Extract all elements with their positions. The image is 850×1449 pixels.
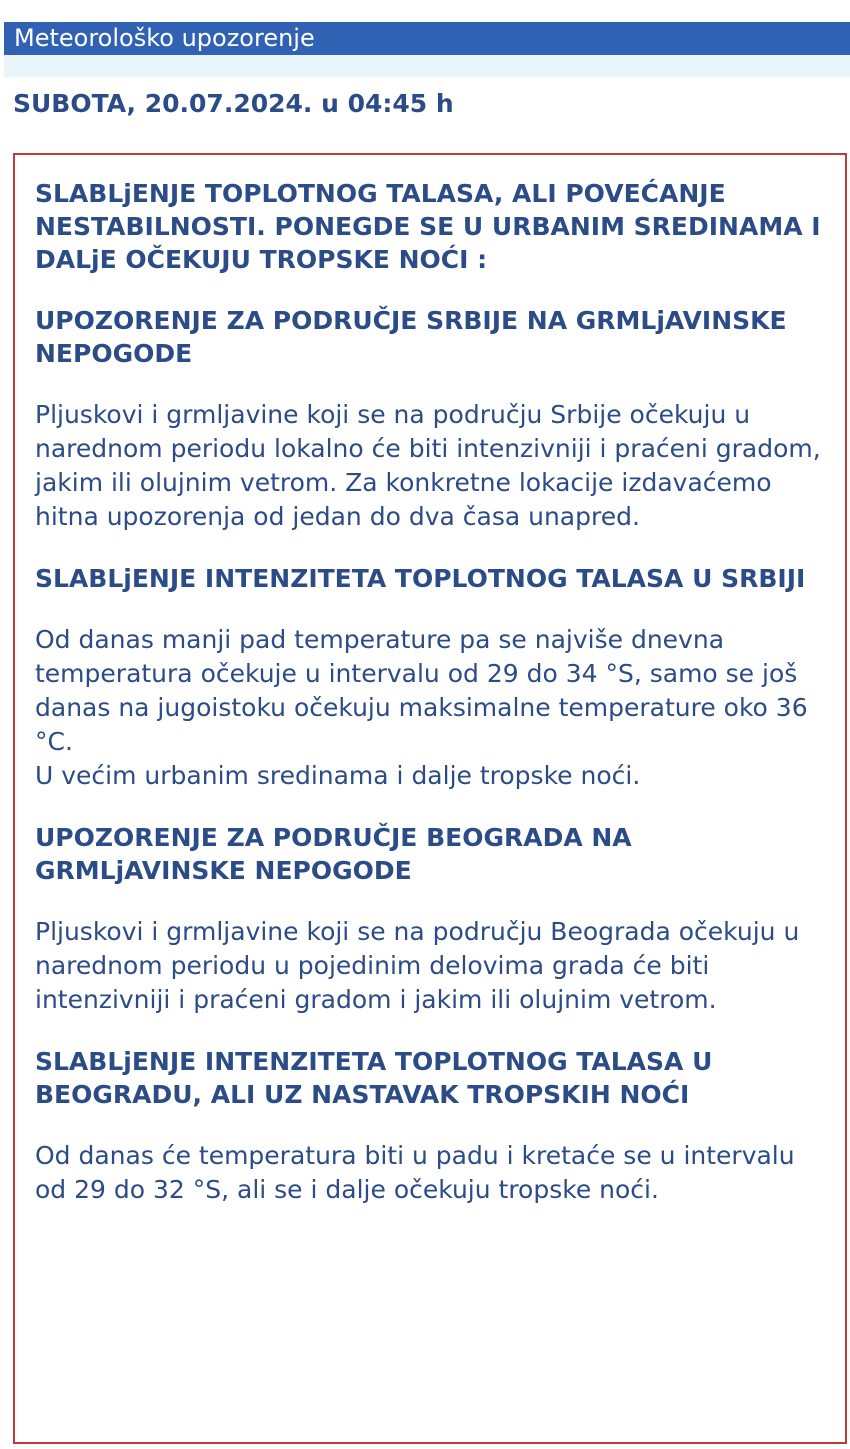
paragraph: U većim urbanim sredinama i dalje tropske noći. xyxy=(35,761,641,790)
section-text xyxy=(35,1139,829,1207)
paragraph: Pljuskovi i grmljavine koji se na području Srbije očekuju u narednom periodu lokalno će biti intenzivniji i praćeni gradom, jakim ili olujnim vetrom. Za konkretne lokacije izdavaćemo hitna upozorenja od jedan do dva časa unapred. xyxy=(35,400,821,531)
section-heading: SLABLjENJE INTENZITETA TOPLOTNOG TALASA U SRBIJI xyxy=(35,564,806,593)
main-heading: SLABLjENJE TOPLOTNOG TALASA, ALI POVEĆANJE NESTABILNOSTI. PONEGDE SE U URBANIM SREDINAMA I DALjE OČEKUJU TROPSKE NOĆI : xyxy=(35,179,821,274)
header-title: Meteorološko upozorenje xyxy=(14,24,315,52)
paragraph: Od danas će temperatura biti u padu i kretaće se u intervalu od 29 do 32 °S, ali se i dalje očekuju tropske noći. xyxy=(35,1141,795,1204)
paragraph: Pljuskovi i grmljavine koji se na području Beograda očekuju u narednom periodu u pojedinim delovima grada će biti intenzivniji i praćeni gradom i jakim ili olujnim vetrom. xyxy=(35,917,800,1014)
warning-date: SUBOTA, 20.07.2024. u 04:45 h xyxy=(13,89,454,118)
header-underline xyxy=(4,55,850,77)
section-heading: UPOZORENJE ZA PODRUČJE SRBIJE NA GRMLjAVINSKE NEPOGODE xyxy=(35,306,787,368)
page-header xyxy=(4,22,850,55)
section-heading: UPOZORENJE ZA PODRUČJE BEOGRADA NA GRMLjAVINSKE NEPOGODE xyxy=(35,823,632,885)
section-text xyxy=(35,623,829,793)
paragraph: Od danas manji pad temperature pa se najviše dnevna temperatura očekuje u intervalu od 29 do 34 °S, samo se još danas na jugoistoku očekuju maksimalne temperature oko 36 °C. xyxy=(35,625,808,756)
section-text xyxy=(35,915,829,1017)
warning-box xyxy=(13,153,847,1444)
section-text xyxy=(35,398,829,534)
section-heading: SLABLjENJE INTENZITETA TOPLOTNOG TALASA U BEOGRADU, ALI UZ NASTAVAK TROPSKIH NOĆI xyxy=(35,1047,713,1109)
